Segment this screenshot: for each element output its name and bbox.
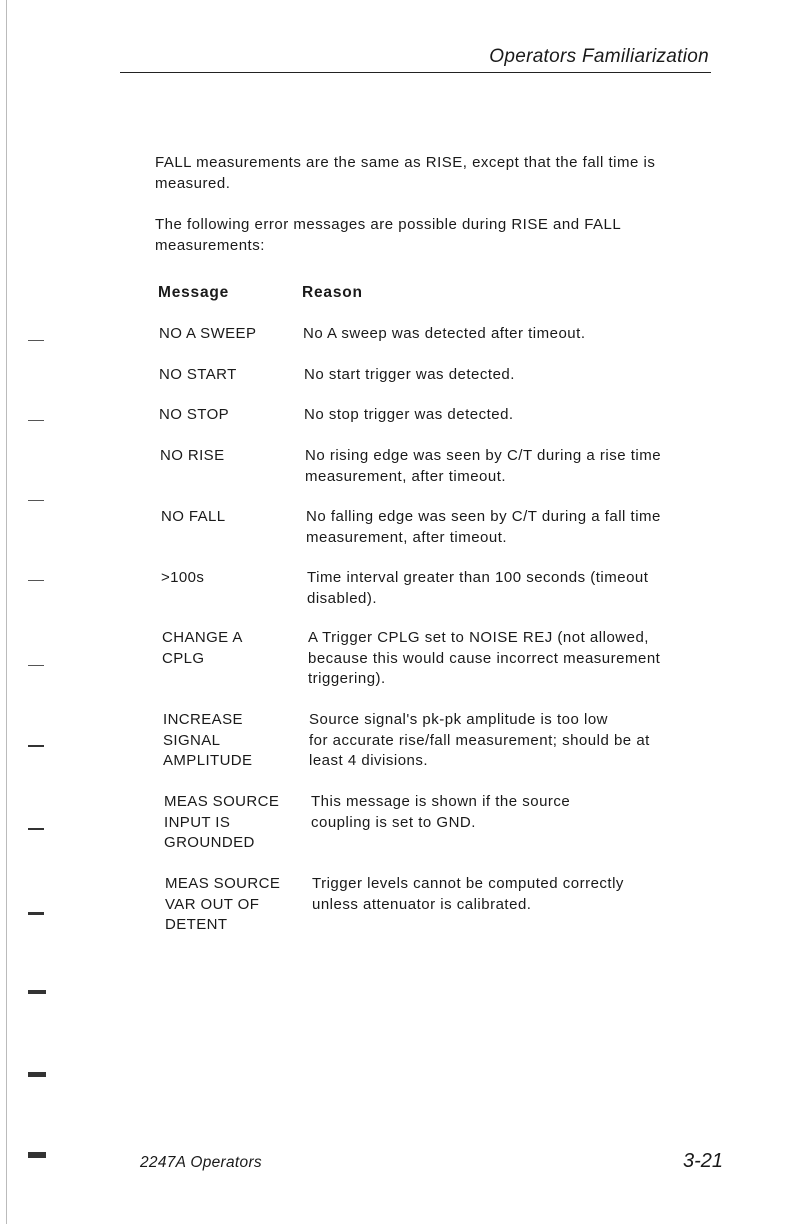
text-line: triggering).	[308, 670, 386, 687]
message-cell	[159, 365, 237, 386]
text-line: MEAS SOURCE	[164, 793, 280, 810]
reason-cell	[304, 365, 714, 386]
intro-paragraph-2	[155, 214, 715, 256]
message-cell	[160, 446, 224, 467]
text-line: SIGNAL	[163, 731, 221, 749]
text-line: No stop trigger was detected.	[304, 406, 514, 423]
reason-cell	[307, 568, 717, 609]
text-line: No rising edge was seen by C/T during a rise time	[305, 447, 662, 464]
message-cell	[159, 324, 256, 345]
text-line: MEAS SOURCE	[165, 875, 281, 892]
message-cell	[159, 405, 229, 426]
text-line: INPUT IS	[164, 813, 231, 831]
text-line: disabled).	[307, 589, 378, 607]
text-line: No A sweep was detected after timeout.	[303, 325, 586, 342]
text-line: CPLG	[162, 649, 205, 667]
reason-cell	[309, 710, 719, 772]
reason-cell	[306, 507, 716, 548]
text-line: NO A SWEEP	[159, 325, 257, 342]
text-line: VAR OUT OF	[165, 895, 260, 913]
text-line: unless attenuator is calibrated.	[312, 895, 532, 913]
text-line: Trigger levels cannot be computed correctly	[312, 875, 624, 892]
text-line: for accurate rise/fall measurement; should be at	[309, 731, 650, 749]
reason-cell	[303, 324, 713, 345]
text-line: Time interval greater than 100 seconds (timeout	[307, 569, 649, 586]
reason-cell	[312, 874, 722, 915]
reason-cell	[311, 792, 721, 833]
text-line: This message is shown if the source	[311, 793, 571, 810]
text-line: Source signal's pk-pk amplitude is too low	[309, 711, 608, 728]
binding-edge	[6, 0, 7, 1224]
message-cell	[161, 507, 226, 528]
column-header-message: Message	[158, 284, 230, 301]
column-header-reason: Reason	[302, 284, 363, 301]
text-line: measurement, after timeout.	[306, 528, 508, 546]
text-line: NO START	[159, 366, 237, 383]
text-line: GROUNDED	[164, 834, 255, 851]
text-line: coupling is set to GND.	[311, 813, 476, 831]
reason-cell	[305, 446, 715, 487]
reason-cell	[308, 628, 718, 690]
intro-paragraph-1	[155, 152, 715, 194]
text-line: The following error messages are possible during RISE and FALL	[155, 216, 622, 233]
text-line: least 4 divisions.	[309, 752, 429, 769]
footer-manual-name: 2247A Operators	[140, 1154, 262, 1171]
message-cell	[162, 628, 243, 669]
text-line: measurements:	[155, 237, 265, 254]
text-line: No start trigger was detected.	[304, 366, 515, 383]
message-cell	[164, 792, 279, 854]
text-line: >100s	[161, 569, 205, 586]
text-line: NO FALL	[161, 508, 226, 525]
text-line: NO RISE	[160, 447, 225, 464]
text-line: INCREASE	[163, 711, 243, 728]
text-line: DETENT	[165, 916, 228, 933]
text-line: No falling edge was seen by C/T during a fall time	[306, 508, 661, 525]
message-cell	[165, 874, 280, 936]
reason-cell	[304, 405, 714, 426]
message-cell	[163, 710, 252, 772]
text-line: NO STOP	[159, 406, 230, 423]
text-line: because this would cause incorrect measurement	[308, 649, 661, 667]
text-line: AMPLITUDE	[163, 752, 253, 769]
text-line: A Trigger CPLG set to NOISE REJ (not allowed,	[308, 629, 649, 646]
header-rule	[120, 72, 711, 73]
text-line: measured.	[155, 175, 231, 192]
text-line: measurement, after timeout.	[305, 467, 507, 485]
message-cell	[161, 568, 204, 589]
header-title: Operators Familiarization	[489, 46, 709, 67]
text-line: CHANGE A	[162, 629, 243, 646]
text-line: FALL measurements are the same as RISE, except that the fall time is	[155, 154, 656, 171]
footer-page-number: 3-21	[682, 1150, 723, 1172]
